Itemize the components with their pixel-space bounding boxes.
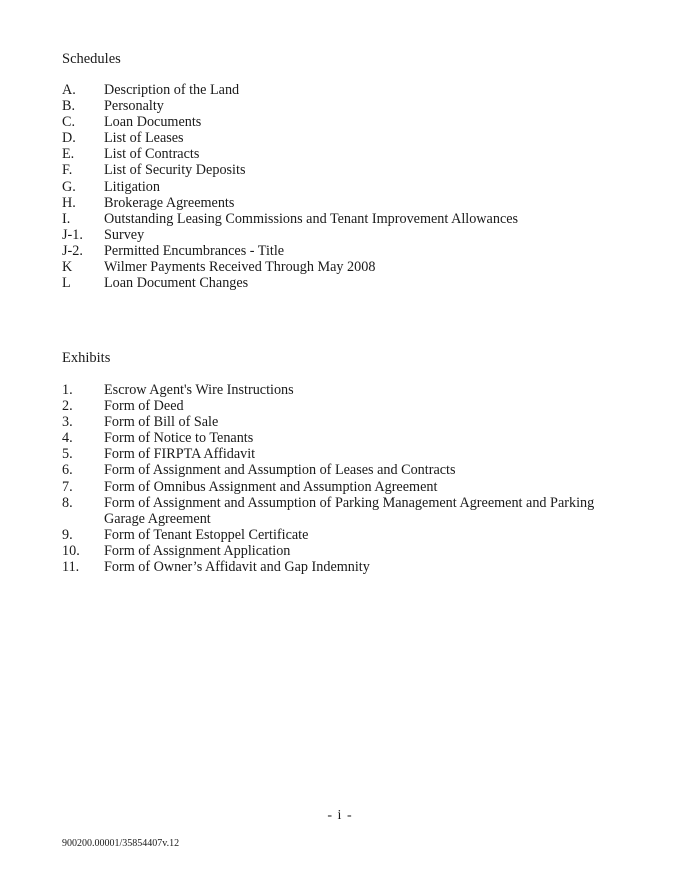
exhibit-item xyxy=(62,414,622,430)
schedule-key: H. xyxy=(62,194,76,211)
exhibit-title: Form of Owner’s Affidavit and Gap Indemnity xyxy=(104,559,370,576)
exhibit-item xyxy=(62,559,622,575)
schedule-title: Personalty xyxy=(104,98,164,115)
schedule-title: Outstanding Leasing Commissions and Tenant Improvement Allowances xyxy=(104,210,519,227)
schedule-key: I. xyxy=(62,210,71,227)
exhibit-title: Form of Notice to Tenants xyxy=(104,430,254,447)
exhibit-item xyxy=(62,527,622,543)
schedule-title: Wilmer Payments Received Through May 2008 xyxy=(104,259,376,276)
exhibit-item xyxy=(62,382,622,398)
schedules-list xyxy=(62,82,622,291)
exhibit-key: 10. xyxy=(62,542,80,559)
schedule-key: J-2. xyxy=(62,242,83,259)
schedule-key: A. xyxy=(62,82,76,98)
exhibit-title: Form of Bill of Sale xyxy=(104,414,219,431)
schedule-key: D. xyxy=(62,130,76,147)
schedule-item xyxy=(62,179,622,195)
exhibit-title: Form of Assignment and Assumption of Leases and Contracts xyxy=(104,462,456,479)
exhibit-key: 11. xyxy=(62,559,80,576)
schedule-key: C. xyxy=(62,114,76,131)
schedule-key: G. xyxy=(62,178,76,195)
exhibit-title: Form of Tenant Estoppel Certificate xyxy=(104,526,309,543)
exhibit-title: Form of Assignment and Assumption of Parking Management Agreement and Parking Garage Agreement xyxy=(104,494,595,527)
schedule-item xyxy=(62,82,622,98)
schedule-key: F. xyxy=(62,162,73,179)
exhibit-key: 7. xyxy=(62,478,73,495)
exhibit-key: 8. xyxy=(62,494,73,511)
exhibit-item xyxy=(62,462,622,478)
schedule-title: Description of the Land xyxy=(104,82,240,98)
schedule-item xyxy=(62,98,622,114)
exhibit-key: 5. xyxy=(62,446,73,463)
schedule-title: List of Security Deposits xyxy=(104,162,246,179)
exhibit-title: Form of FIRPTA Affidavit xyxy=(104,446,256,463)
exhibits-list xyxy=(62,382,622,575)
schedule-title: Loan Documents xyxy=(104,114,202,131)
exhibit-key: 2. xyxy=(62,398,73,415)
schedule-title: Litigation xyxy=(104,178,160,195)
schedule-title: Loan Document Changes xyxy=(104,275,249,292)
schedule-key: J-1. xyxy=(62,226,83,243)
schedule-title: List of Leases xyxy=(104,130,184,147)
schedule-key: B. xyxy=(62,98,76,115)
schedule-title: Survey xyxy=(104,226,145,243)
exhibit-item xyxy=(62,446,622,462)
schedule-item xyxy=(62,195,622,211)
exhibit-key: 4. xyxy=(62,430,73,447)
exhibit-item xyxy=(62,495,622,527)
exhibit-title: Escrow Agent's Wire Instructions xyxy=(104,382,294,398)
exhibit-item xyxy=(62,543,622,559)
schedule-item xyxy=(62,146,622,162)
schedule-title: List of Contracts xyxy=(104,146,200,163)
schedule-item xyxy=(62,130,622,146)
exhibit-title: Form of Assignment Application xyxy=(104,542,291,559)
exhibits-heading: Exhibits xyxy=(62,350,111,366)
schedule-item xyxy=(62,259,622,275)
schedule-key: L xyxy=(62,275,71,292)
exhibit-key: 9. xyxy=(62,526,73,543)
document-id: 900200.00001/35854407v.12 xyxy=(62,838,180,849)
schedule-item xyxy=(62,211,622,227)
exhibit-key: 6. xyxy=(62,462,73,479)
schedule-key: K xyxy=(62,259,73,276)
exhibit-key: 3. xyxy=(62,414,73,431)
exhibit-item xyxy=(62,479,622,495)
exhibit-item xyxy=(62,398,622,414)
schedule-title: Permitted Encumbrances - Title xyxy=(104,242,285,259)
exhibit-title: Form of Omnibus Assignment and Assumption Agreement xyxy=(104,478,438,495)
schedules-heading: Schedules xyxy=(62,51,121,67)
schedule-item xyxy=(62,243,622,259)
exhibit-item xyxy=(62,430,622,446)
exhibit-title: Form of Deed xyxy=(104,398,184,415)
schedule-item xyxy=(62,114,622,130)
schedule-item xyxy=(62,275,622,291)
page-number: - i - xyxy=(327,808,353,823)
exhibit-key: 1. xyxy=(62,382,73,398)
schedule-item xyxy=(62,162,622,178)
schedule-item xyxy=(62,227,622,243)
schedule-title: Brokerage Agreements xyxy=(104,194,235,211)
schedule-key: E. xyxy=(62,146,75,163)
